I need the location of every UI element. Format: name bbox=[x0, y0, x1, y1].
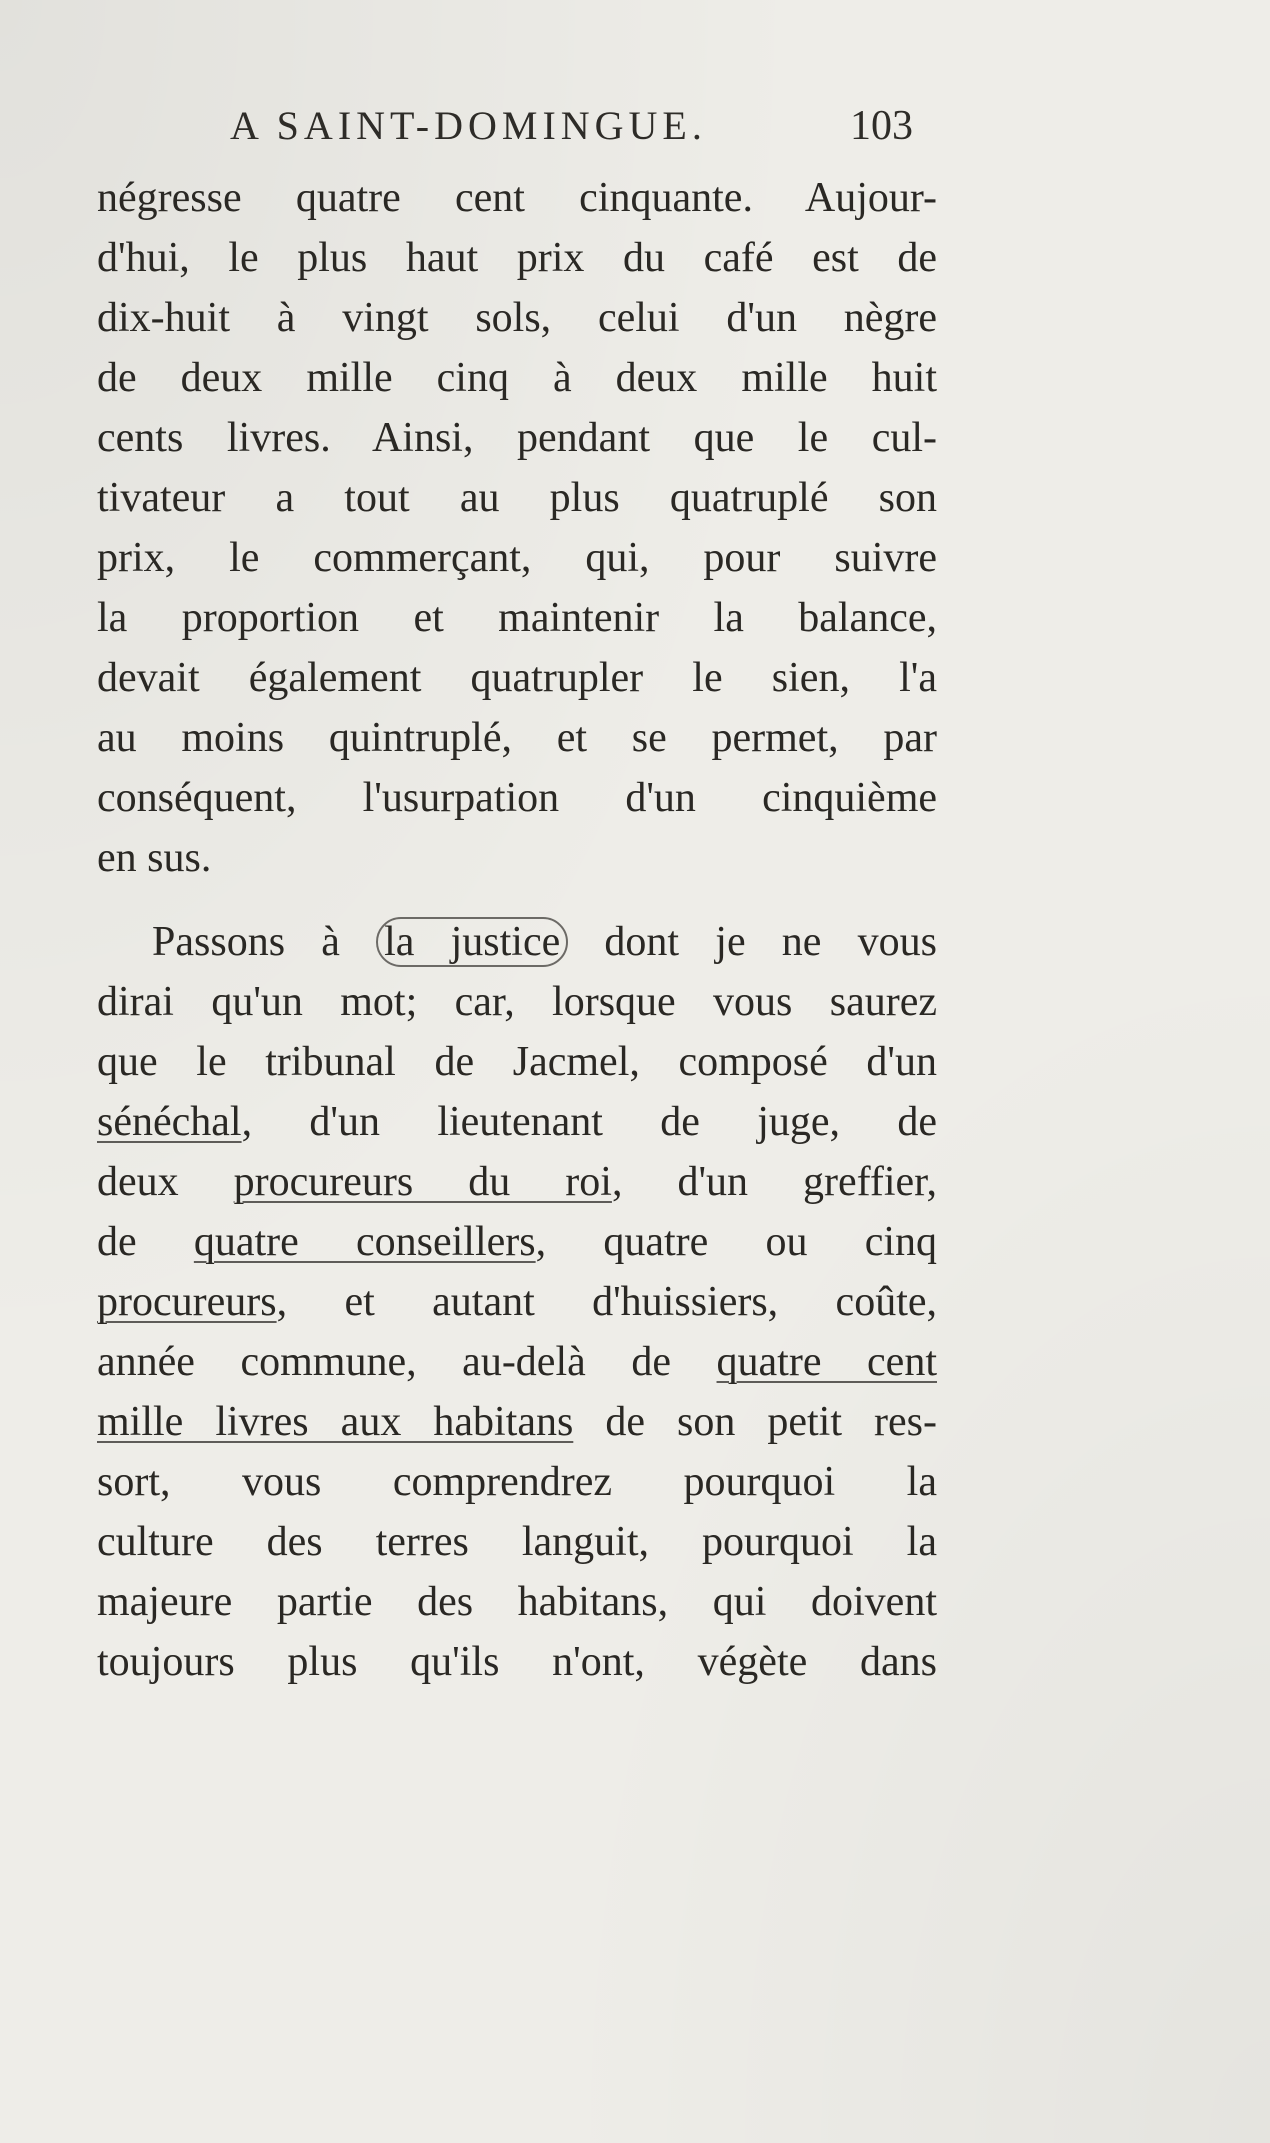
text-line: la proportion et maintenir la balance, bbox=[97, 595, 937, 641]
text-line bbox=[97, 1152, 937, 1212]
text-fragment: année commune, au-delà de bbox=[97, 1339, 717, 1385]
underlined-annotation: sénéchal bbox=[97, 1099, 242, 1145]
text-line: conséquent, l'usurpation d'un cinquième bbox=[97, 775, 937, 821]
running-head bbox=[0, 102, 1270, 162]
paragraph bbox=[97, 912, 937, 1692]
text-line: toujours plus qu'ils n'ont, végète dans bbox=[97, 1639, 937, 1685]
text-line bbox=[97, 1212, 937, 1272]
text-line: majeure partie des habitans, qui doivent bbox=[97, 1579, 937, 1625]
text-line: au moins quintruplé, et se permet, par bbox=[97, 715, 937, 761]
running-title: A SAINT-DOMINGUE. bbox=[230, 103, 707, 148]
text-line: prix, le commerçant, qui, pour suivre bbox=[97, 535, 937, 581]
text-line: d'hui, le plus haut prix du café est de bbox=[97, 235, 937, 281]
text-line: de deux mille cinq à deux mille huit bbox=[97, 355, 937, 401]
text-fragment: , d'un lieutenant de juge, de bbox=[241, 1099, 937, 1145]
paragraph-gap bbox=[97, 888, 937, 912]
text-fragment: , d'un greffier, bbox=[611, 1159, 937, 1205]
paragraph bbox=[97, 168, 937, 888]
text-line: négresse quatre cent cinquante. Aujour- bbox=[97, 175, 937, 221]
text-fragment: de son petit res- bbox=[573, 1399, 937, 1445]
text-line: en sus. bbox=[97, 835, 212, 881]
underlined-annotation: procureurs bbox=[97, 1279, 277, 1325]
underlined-annotation: procureurs du roi bbox=[233, 1159, 612, 1205]
circled-annotation: la justice bbox=[376, 917, 568, 967]
text-line: sort, vous comprendrez pourquoi la bbox=[97, 1459, 937, 1505]
text-block bbox=[97, 168, 937, 1692]
text-line bbox=[97, 1332, 937, 1392]
page-number: 103 bbox=[850, 103, 913, 149]
underlined-annotation: quatre conseillers bbox=[193, 1219, 536, 1265]
text-line: devait également quatrupler le sien, l'a bbox=[97, 655, 937, 701]
text-line: dix-huit à vingt sols, celui d'un nègre bbox=[97, 295, 937, 341]
text-line bbox=[97, 1092, 937, 1152]
underlined-annotation: mille livres aux habitans bbox=[97, 1399, 574, 1445]
text-line: dirai qu'un mot; car, lorsque vous saurez bbox=[97, 979, 937, 1025]
text-fragment: , et autant d'huissiers, coûte, bbox=[276, 1279, 937, 1325]
text-fragment: , quatre ou cinq bbox=[535, 1219, 938, 1265]
text-fragment: Passons à bbox=[152, 919, 377, 965]
text-line: culture des terres languit, pourquoi la bbox=[97, 1519, 937, 1565]
text-fragment: deux bbox=[97, 1159, 234, 1205]
text-fragment: de bbox=[97, 1219, 194, 1265]
text-line: tivateur a tout au plus quatruplé son bbox=[97, 475, 937, 521]
text-line bbox=[97, 912, 937, 972]
text-line: cents livres. Ainsi, pendant que le cul- bbox=[97, 415, 937, 461]
text-line: que le tribunal de Jacmel, composé d'un bbox=[97, 1039, 937, 1085]
text-fragment: dont je ne vous bbox=[568, 919, 937, 965]
underlined-annotation: quatre cent bbox=[716, 1339, 937, 1385]
text-line bbox=[97, 1392, 937, 1452]
text-line bbox=[97, 1272, 937, 1332]
